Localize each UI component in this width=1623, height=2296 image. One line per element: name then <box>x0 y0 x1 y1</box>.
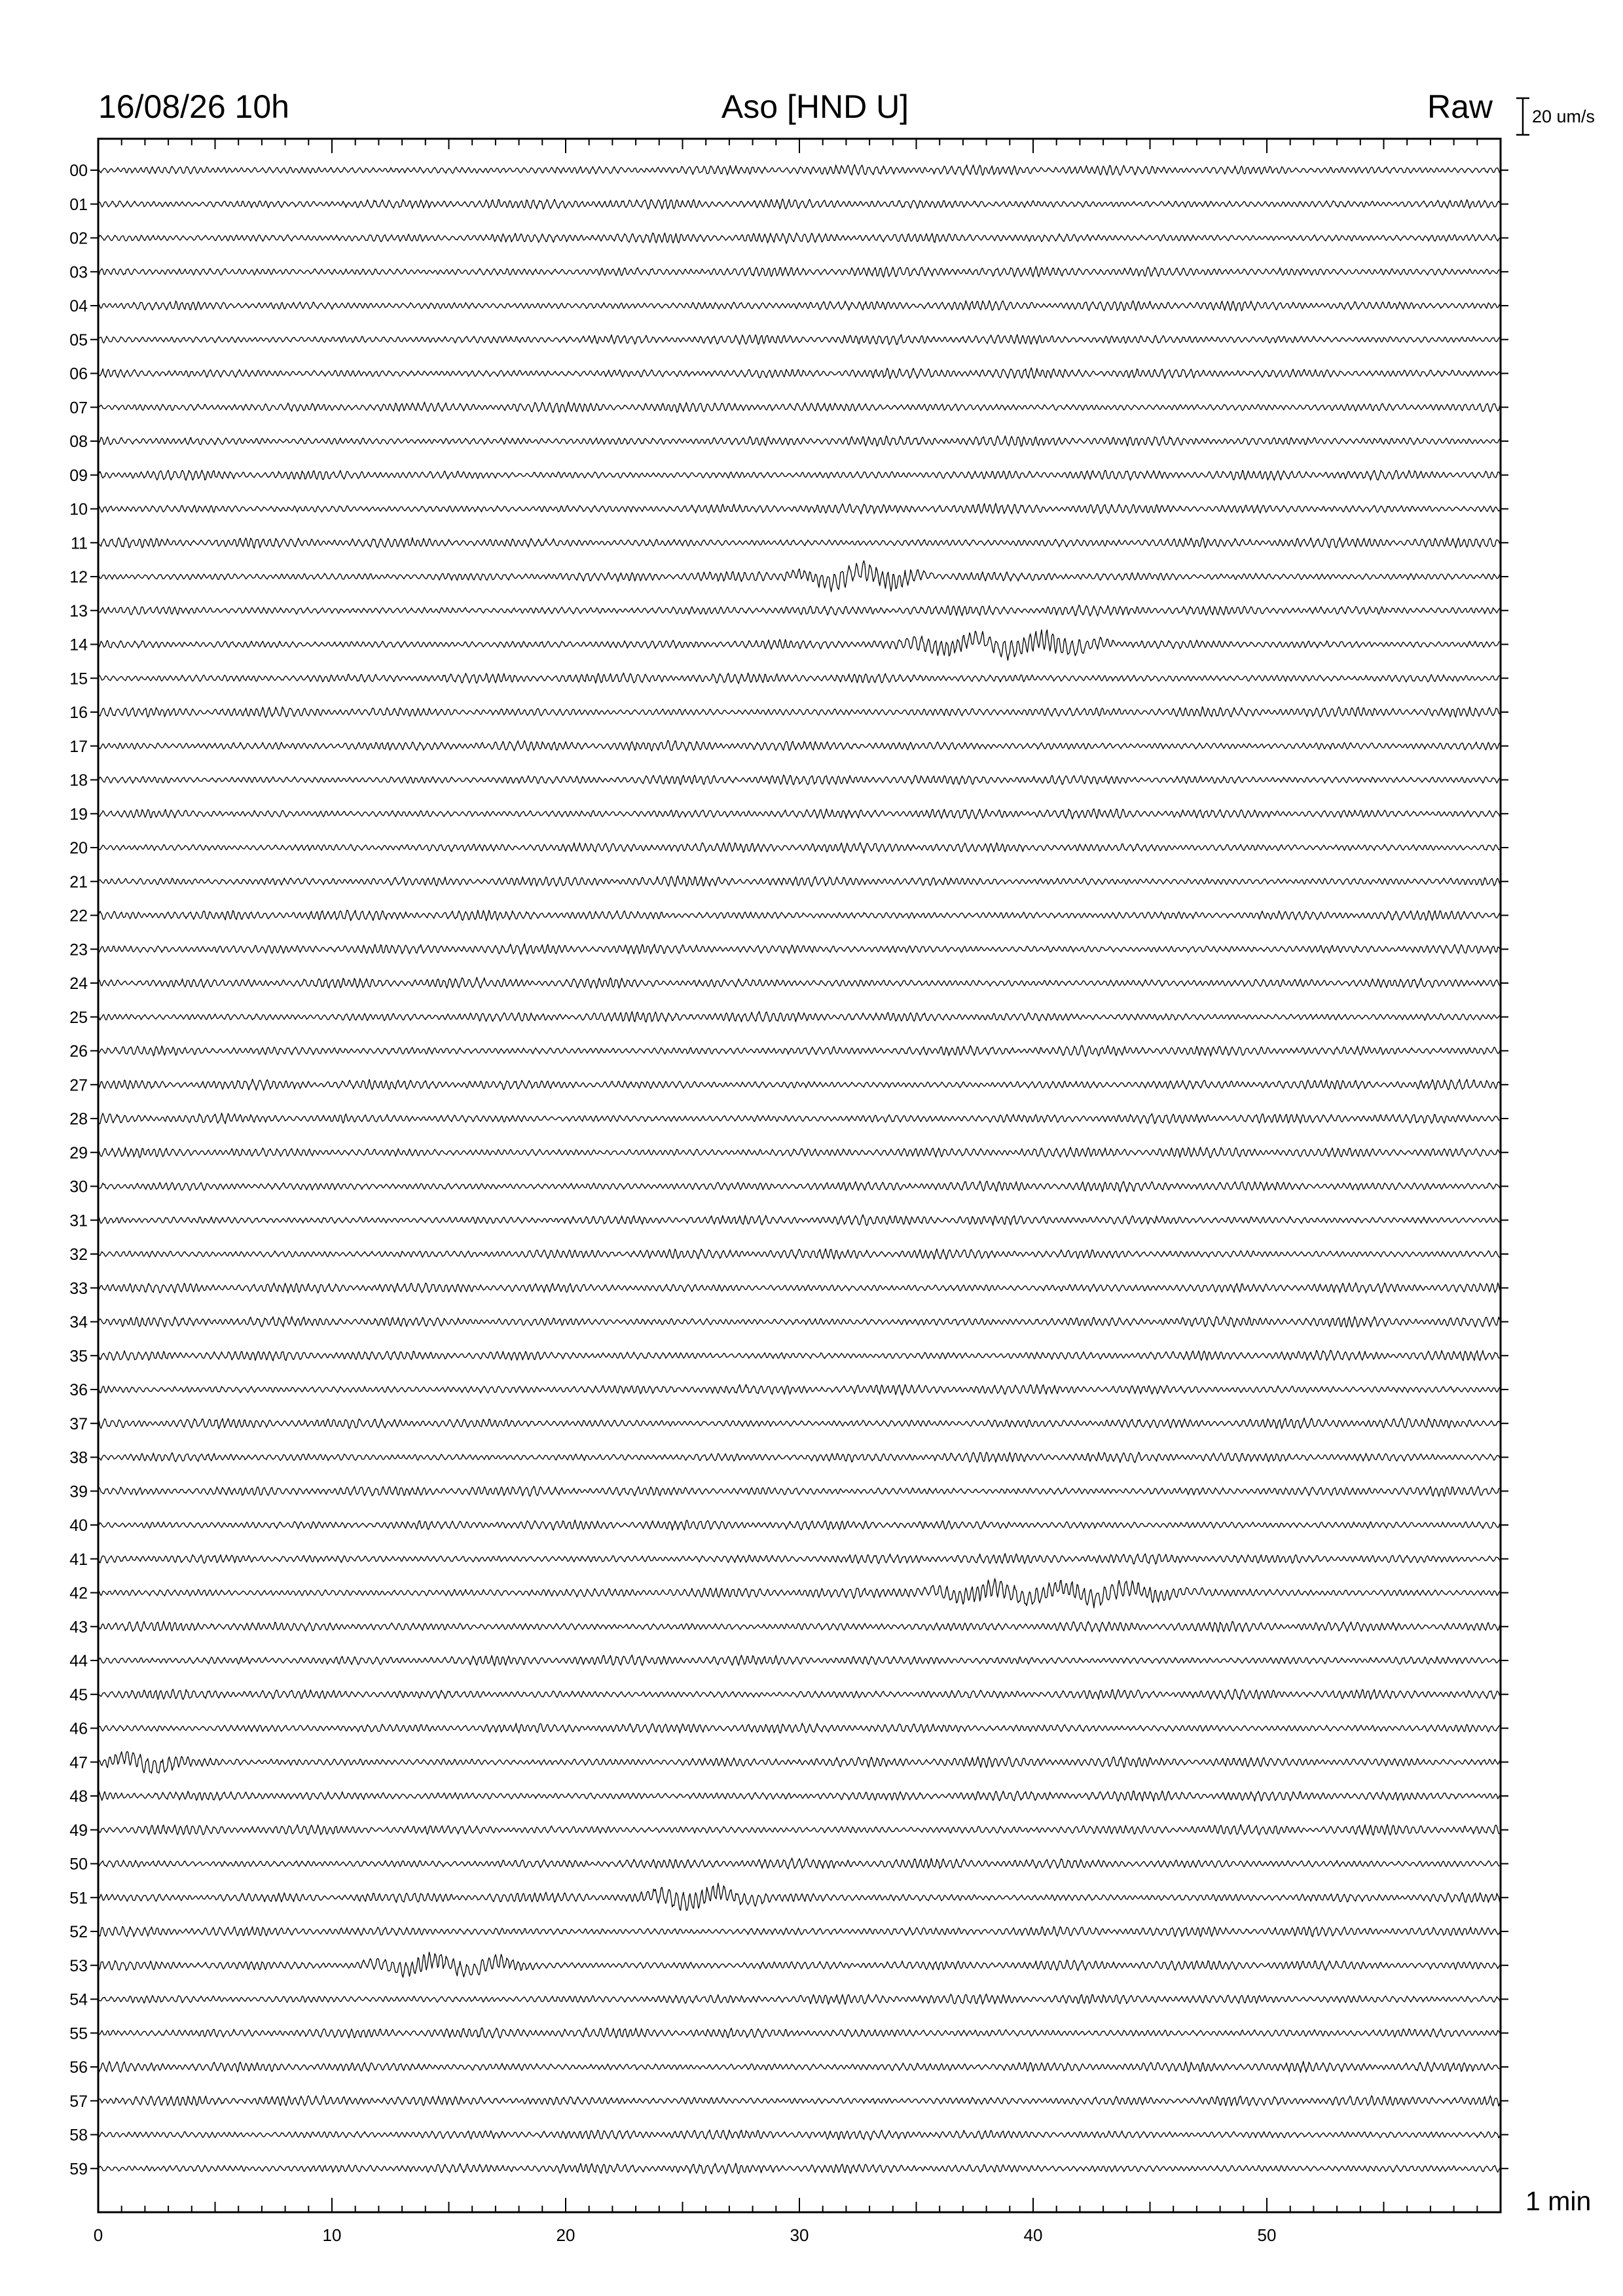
row-label-56: 56 <box>69 2058 88 2077</box>
trace-row-44 <box>98 1655 1501 1666</box>
plot-frame <box>98 139 1501 2212</box>
row-label-58: 58 <box>69 2126 88 2145</box>
row-label-30: 30 <box>69 1177 88 1196</box>
trace-row-24 <box>98 977 1501 988</box>
row-label-49: 49 <box>69 1821 88 1840</box>
trace-row-53 <box>98 1952 1501 1977</box>
row-label-40: 40 <box>69 1516 88 1535</box>
trace-row-13 <box>98 605 1501 616</box>
x-tick-label-0: 0 <box>93 2225 103 2245</box>
x-tick-label-50: 50 <box>1257 2225 1277 2245</box>
mode-label: Raw <box>1427 88 1493 125</box>
trace-row-42 <box>98 1579 1501 1608</box>
row-label-53: 53 <box>69 1956 88 1975</box>
row-label-38: 38 <box>69 1448 88 1467</box>
row-label-55: 55 <box>69 2024 88 2043</box>
row-label-39: 39 <box>69 1482 88 1501</box>
amplitude-scale-bar <box>1516 98 1529 135</box>
trace-row-38 <box>98 1452 1501 1463</box>
trace-row-48 <box>98 1791 1501 1801</box>
trace-row-16 <box>98 707 1501 717</box>
row-label-43: 43 <box>69 1618 88 1637</box>
trace-row-59 <box>98 2163 1501 2174</box>
trace-row-19 <box>98 809 1501 819</box>
trace-row-23 <box>98 944 1501 955</box>
row-label-33: 33 <box>69 1279 88 1298</box>
row-label-07: 07 <box>69 399 88 418</box>
amplitude-scale-label: 20 um/s <box>1532 107 1596 126</box>
row-label-25: 25 <box>69 1008 88 1027</box>
row-label-31: 31 <box>69 1211 88 1230</box>
trace-row-10 <box>98 503 1501 514</box>
trace-row-51 <box>98 1883 1501 1910</box>
trace-row-40 <box>98 1520 1501 1530</box>
row-label-03: 03 <box>69 263 88 282</box>
row-label-28: 28 <box>69 1110 88 1128</box>
row-label-36: 36 <box>69 1381 88 1399</box>
trace-row-03 <box>98 266 1501 277</box>
row-label-45: 45 <box>69 1685 88 1704</box>
trace-row-06 <box>98 368 1501 379</box>
row-label-50: 50 <box>69 1855 88 1874</box>
row-label-10: 10 <box>69 500 88 519</box>
row-label-21: 21 <box>69 872 88 891</box>
row-label-59: 59 <box>69 2160 88 2179</box>
row-label-23: 23 <box>69 941 88 960</box>
x-axis-unit-label: 1 min <box>1525 2186 1592 2216</box>
trace-row-00 <box>98 165 1501 175</box>
trace-row-07 <box>98 402 1501 412</box>
trace-row-43 <box>98 1621 1501 1632</box>
trace-row-50 <box>98 1858 1501 1869</box>
chart-title: Aso [HND U] <box>721 88 909 125</box>
row-label-48: 48 <box>69 1787 88 1806</box>
trace-row-12 <box>98 561 1501 592</box>
trace-row-17 <box>98 741 1501 751</box>
row-label-47: 47 <box>69 1753 88 1772</box>
trace-row-37 <box>98 1418 1501 1429</box>
trace-row-47 <box>98 1751 1501 1773</box>
row-label-27: 27 <box>69 1076 88 1095</box>
trace-row-34 <box>98 1317 1501 1327</box>
row-label-34: 34 <box>69 1313 88 1332</box>
trace-row-57 <box>98 2096 1501 2106</box>
trace-row-54 <box>98 1994 1501 2005</box>
trace-row-21 <box>98 876 1501 886</box>
trace-row-56 <box>98 2061 1501 2072</box>
trace-row-45 <box>98 1689 1501 1700</box>
trace-row-01 <box>98 199 1501 209</box>
trace-row-31 <box>98 1215 1501 1226</box>
row-label-02: 02 <box>69 229 88 248</box>
trace-row-05 <box>98 334 1501 345</box>
trace-row-41 <box>98 1554 1501 1564</box>
row-label-11: 11 <box>71 534 88 553</box>
trace-row-20 <box>98 842 1501 853</box>
trace-row-14 <box>98 630 1501 660</box>
trace-row-46 <box>98 1723 1501 1733</box>
trace-row-29 <box>98 1147 1501 1158</box>
trace-row-04 <box>98 300 1501 311</box>
row-label-06: 06 <box>69 365 88 384</box>
row-label-15: 15 <box>69 670 88 689</box>
row-label-04: 04 <box>69 297 88 315</box>
trace-row-27 <box>98 1079 1501 1090</box>
trace-row-49 <box>98 1825 1501 1835</box>
trace-row-22 <box>98 910 1501 921</box>
trace-row-55 <box>98 2028 1501 2038</box>
row-label-05: 05 <box>69 331 88 350</box>
trace-row-32 <box>98 1249 1501 1259</box>
row-label-14: 14 <box>69 636 88 655</box>
row-label-37: 37 <box>69 1414 88 1433</box>
x-tick-label-20: 20 <box>556 2225 575 2245</box>
row-label-01: 01 <box>69 195 88 214</box>
trace-row-35 <box>98 1350 1501 1361</box>
trace-row-09 <box>98 470 1501 480</box>
trace-row-58 <box>98 2130 1501 2140</box>
row-label-17: 17 <box>69 737 88 756</box>
trace-row-18 <box>98 775 1501 785</box>
trace-row-30 <box>98 1181 1501 1193</box>
trace-row-28 <box>98 1113 1501 1124</box>
row-label-13: 13 <box>69 601 88 620</box>
trace-row-11 <box>98 537 1501 548</box>
row-label-46: 46 <box>69 1719 88 1738</box>
row-label-29: 29 <box>69 1143 88 1162</box>
trace-row-36 <box>98 1384 1501 1395</box>
date-hour-label: 16/08/26 10h <box>98 88 289 125</box>
trace-row-39 <box>98 1486 1501 1497</box>
trace-row-02 <box>98 233 1501 243</box>
row-label-41: 41 <box>69 1550 88 1569</box>
row-label-19: 19 <box>69 805 88 824</box>
row-label-32: 32 <box>69 1246 88 1264</box>
row-label-57: 57 <box>69 2092 88 2111</box>
row-label-54: 54 <box>69 1990 88 2009</box>
trace-row-26 <box>98 1045 1501 1056</box>
row-label-44: 44 <box>69 1652 88 1670</box>
row-label-12: 12 <box>69 568 88 586</box>
row-label-52: 52 <box>69 1923 88 1941</box>
row-label-20: 20 <box>69 839 88 857</box>
row-label-35: 35 <box>69 1347 88 1366</box>
row-label-22: 22 <box>69 906 88 925</box>
x-tick-label-30: 30 <box>790 2225 809 2245</box>
row-label-09: 09 <box>69 466 88 485</box>
trace-row-15 <box>98 673 1501 683</box>
trace-row-52 <box>98 1926 1501 1937</box>
row-label-00: 00 <box>69 162 88 180</box>
row-label-24: 24 <box>69 975 88 993</box>
row-label-42: 42 <box>69 1584 88 1603</box>
row-label-16: 16 <box>69 704 88 722</box>
x-tick-label-10: 10 <box>322 2225 342 2245</box>
trace-row-25 <box>98 1011 1501 1022</box>
trace-row-08 <box>98 436 1501 446</box>
x-tick-label-40: 40 <box>1023 2225 1043 2245</box>
row-label-18: 18 <box>69 771 88 790</box>
row-label-51: 51 <box>69 1889 88 1908</box>
row-label-26: 26 <box>69 1042 88 1061</box>
trace-row-33 <box>98 1283 1501 1293</box>
row-label-08: 08 <box>69 433 88 451</box>
